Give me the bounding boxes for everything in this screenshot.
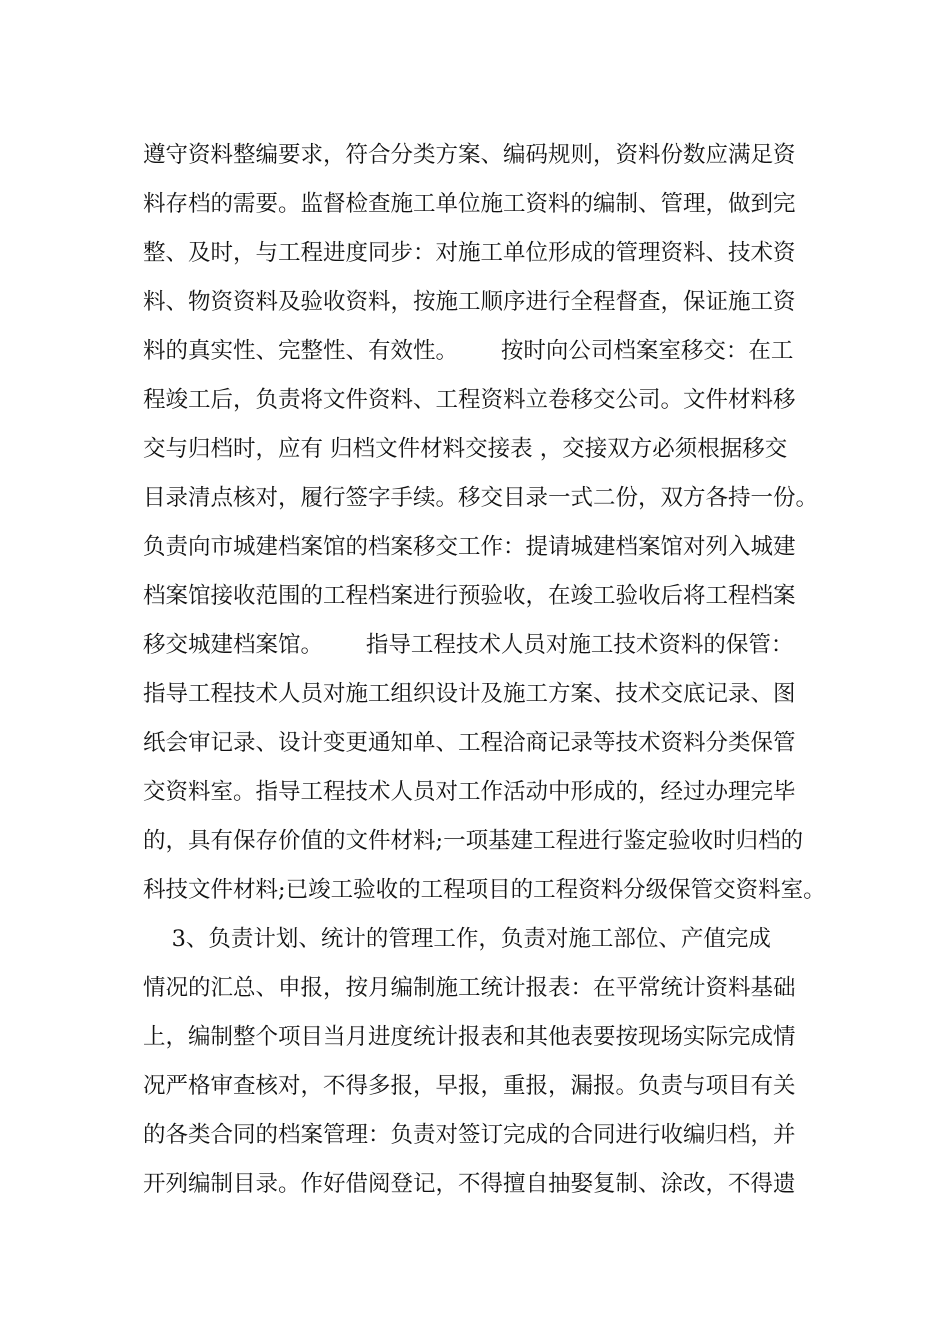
text-line: 情况的汇总、申报，按月编制施工统计报表：在平常统计资料基础 bbox=[143, 975, 796, 1001]
text-line: 指导工程技术人员对施工组织设计及施工方案、技术交底记录、图 bbox=[143, 681, 796, 707]
text-line: 交与归档时，应有 归档文件材料交接表 ，交接双方必须根据移交 bbox=[143, 436, 788, 462]
text-line: 移交城建档案馆。 指导工程技术人员对施工技术资料的保管： bbox=[143, 632, 794, 658]
text-line: 料、物资资料及验收资料，按施工顺序进行全程督查，保证施工资 bbox=[143, 289, 796, 315]
text-line: 3、负责计划、统计的管理工作，负责对施工部位、产值完成 bbox=[143, 926, 771, 952]
text-line: 况严格审查核对，不得多报，早报，重报，漏报。负责与项目有关 bbox=[143, 1073, 796, 1099]
text-line: 料存档的需要。监督检查施工单位施工资料的编制、管理，做到完 bbox=[143, 191, 796, 217]
text-line: 科技文件材料;已竣工验收的工程项目的工程资料分级保管交资料室。 bbox=[143, 877, 826, 903]
text-line: 整、及时，与工程进度同步：对施工单位形成的管理资料、技术资 bbox=[143, 240, 796, 266]
text-line: 的各类合同的档案管理：负责对签订完成的合同进行收编归档，并 bbox=[143, 1122, 796, 1148]
text-line: 的，具有保存价值的文件材料;一项基建工程进行鉴定验收时归档的 bbox=[143, 828, 804, 854]
text-line: 料的真实性、完整性、有效性。 按时向公司档案室移交：在工 bbox=[143, 338, 794, 364]
text-line: 档案馆接收范围的工程档案进行预验收，在竣工验收后将工程档案 bbox=[143, 583, 796, 609]
body-text bbox=[143, 131, 833, 1209]
text-line: 负责向市城建档案馆的档案移交工作：提请城建档案馆对列入城建 bbox=[143, 534, 796, 560]
text-line: 交资料室。指导工程技术人员对工作活动中形成的，经过办理完毕 bbox=[143, 779, 796, 805]
text-line: 纸会审记录、设计变更通知单、工程洽商记录等技术资料分类保管 bbox=[143, 730, 796, 756]
text-line: 遵守资料整编要求，符合分类方案、编码规则，资料份数应满足资 bbox=[143, 142, 796, 168]
text-line: 目录清点核对，履行签字手续。移交目录一式二份，双方各持一份。 bbox=[143, 485, 819, 511]
text-line: 开列编制目录。作好借阅登记，不得擅自抽娶复制、涂改，不得遗 bbox=[143, 1171, 796, 1197]
text-line: 上，编制整个项目当月进度统计报表和其他表要按现场实际完成情 bbox=[143, 1024, 796, 1050]
text-line: 程竣工后，负责将文件资料、工程资料立卷移交公司。文件材料移 bbox=[143, 387, 796, 413]
